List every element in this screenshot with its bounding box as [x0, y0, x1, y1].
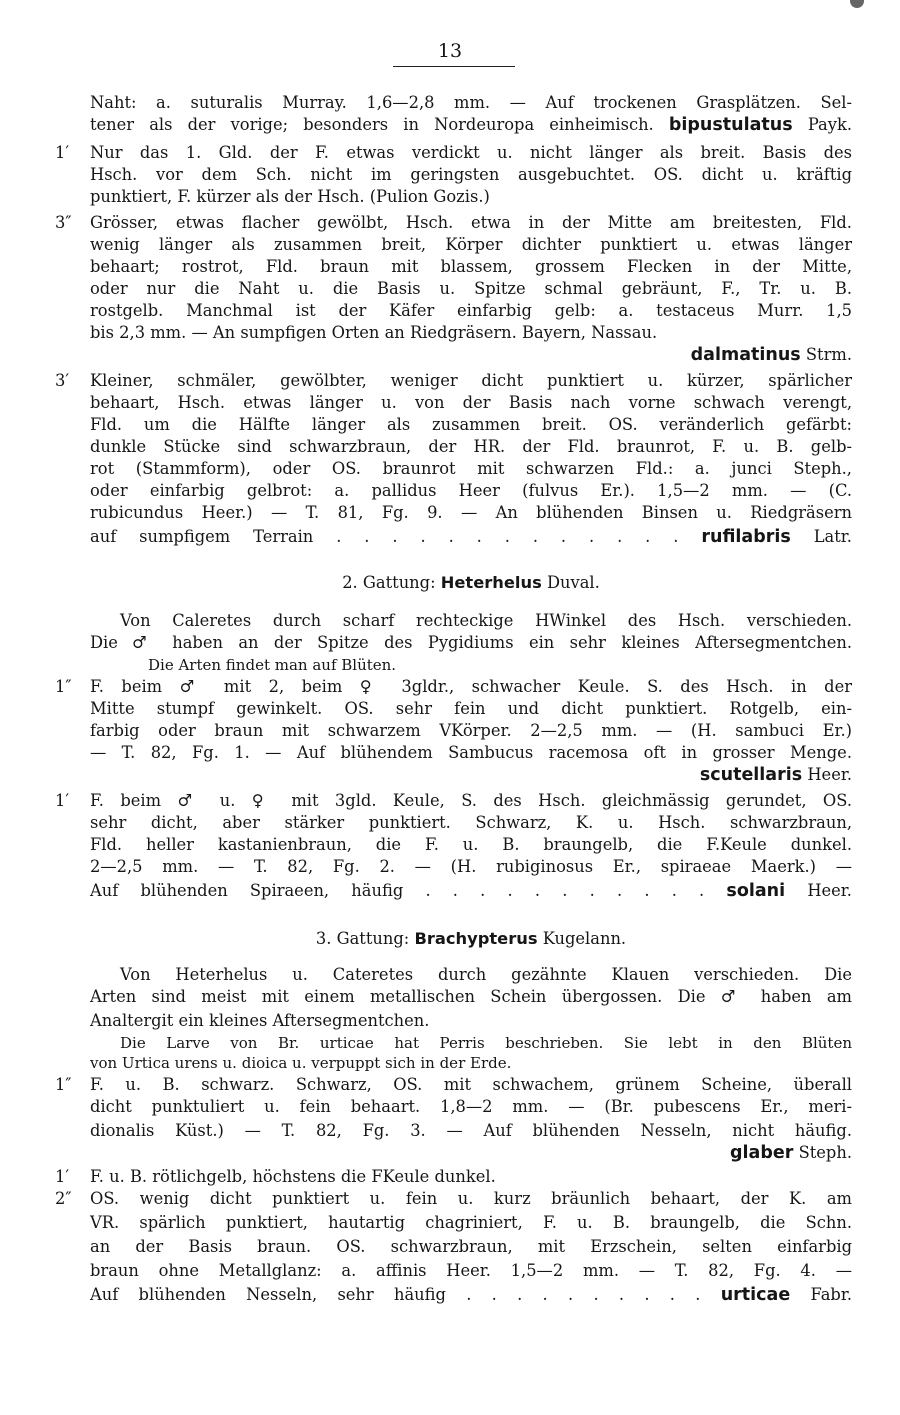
line-text: behaart, Hsch. etwas länger u. von der Basis nach vorne schwach verengt,: [90, 393, 852, 412]
genus-name: Heterhelus: [440, 573, 542, 592]
text-line: [120, 964, 852, 986]
line-text: dicht punktuliert u. fein behaart. 1,8—2 mm. — (Br. pubescens Er., meri-: [90, 1097, 852, 1116]
text-line: [90, 1074, 852, 1096]
text-line: [90, 458, 852, 480]
text-line: [90, 300, 852, 322]
line-text: 2—2,5 mm. — T. 82, Fg. 2. — (H. rubiginosus Er., spiraeae Maerk.) —: [90, 857, 852, 876]
text-line: [90, 698, 852, 720]
text-line: [90, 986, 852, 1008]
text-line: [90, 812, 852, 834]
text-line: [90, 880, 852, 902]
species-author: Payk.: [807, 115, 852, 134]
text-line: [132, 632, 852, 654]
line-text: Grösser, etwas flacher gewölbt, Hsch. etwa in der Mitte am breitesten, Fld.: [90, 213, 852, 232]
species-name: rufilabris: [701, 527, 791, 547]
text-line: [90, 676, 852, 698]
line-text: dunkle Stücke sind schwarzbraun, der HR. der Fld. braunrot, F. u. B. gelb-: [90, 437, 852, 456]
line-text: Fld. um die Hälfte länger als zusammen breit. OS. veränderlich gefärbt:: [90, 415, 852, 434]
text-line: [90, 164, 852, 186]
genus-author: Duval.: [546, 573, 600, 592]
genus-heading: [90, 572, 852, 594]
species-name: scutellaris: [699, 765, 803, 785]
text-line: [90, 1284, 852, 1306]
line-text: sehr dicht, aber stärker punktiert. Schwarz, K. u. Hsch. schwarzbraun,: [90, 813, 852, 832]
couplet-key: 1′: [55, 791, 70, 810]
line-text: VR. spärlich punktiert, hautartig chagriniert, F. u. B. braungelb, die Schn.: [90, 1213, 852, 1232]
text-line: [90, 1010, 852, 1032]
text-line: [90, 1052, 852, 1074]
line-text: OS. wenig dicht punktiert u. fein u. kurz bräunlich behaart, der K. am: [90, 1189, 852, 1208]
line-text: rostgelb. Manchmal ist der Käfer einfarbig gelb: a. testaceus Murr. 1,5: [90, 301, 852, 320]
line-text: F. u. B. rötlichgelb, höchstens die FKeule dunkel.: [90, 1167, 496, 1186]
text-line: [90, 142, 852, 164]
line-text: rubicundus Heer.) — T. 81, Fg. 9. — An blühenden Binsen u. Riedgräsern: [90, 503, 852, 522]
line-text: Hsch. vor dem Sch. nicht im geringsten ausgebuchtet. OS. dicht u. kräftig: [90, 165, 852, 184]
species-name: solani: [726, 881, 786, 901]
page-number-rule: [393, 66, 515, 67]
page-number: 13: [437, 40, 463, 62]
line-text: an der Basis braun. OS. schwarzbraun, mit Erzschein, selten einfarbig: [90, 1237, 852, 1256]
line-text: Von Caleretes durch scharf rechteckige HWinkel des Hsch. verschieden.: [120, 611, 852, 630]
species-name: dalmatinus: [690, 345, 801, 365]
text-line: [90, 1236, 852, 1258]
species-author: Steph.: [798, 1143, 852, 1162]
species-author: Heer.: [807, 765, 852, 784]
line-text: oder einfarbig gelbrot: a. pallidus Heer (fulvus Er.). 1,5—2 mm. — (C.: [90, 481, 852, 500]
text-line: [90, 92, 852, 114]
line-text: Fld. heller kastanienbraun, die F. u. B. braungelb, die F.Keule dunkel.: [90, 835, 852, 854]
couplet-key: 2″: [55, 1189, 72, 1208]
genus-name: Brachypterus: [414, 929, 538, 948]
text-line: [90, 526, 852, 548]
text-line: [90, 720, 852, 742]
species-line: [90, 764, 852, 786]
line-text: von Urtica urens u. dioica u. verpuppt sich in der Erde.: [90, 1054, 512, 1072]
line-text: 3. Gattung:: [315, 929, 410, 948]
line-text: rot (Stammform), oder OS. braunrot mit schwarzen Fld.: a. junci Steph.,: [90, 459, 852, 478]
line-text: Mitte stumpf gewinkelt. OS. sehr fein und dicht punktiert. Rotgelb, ein-: [90, 699, 852, 718]
species-line: [90, 1142, 852, 1164]
species-author: Strm.: [805, 345, 852, 364]
text-line: [90, 256, 852, 278]
line-text: Die Larve von Br. urticae hat Perris beschrieben. Sie lebt in den Blüten: [120, 1034, 852, 1052]
line-text: dionalis Küst.) — T. 82, Fg. 3. — Auf blühenden Nesseln, nicht häufig.: [90, 1121, 852, 1140]
species-name: bipustulatus: [668, 115, 793, 135]
line-text: Naht: a. suturalis Murray. 1,6—2,8 mm. — Auf trockenen Grasplätzen. Sel-: [90, 93, 852, 112]
species-name: glaber: [730, 1143, 794, 1163]
species-author: Latr.: [813, 527, 852, 546]
line-text: Kleiner, schmäler, gewölbter, weniger dicht punktiert u. kürzer, spärlicher: [90, 371, 852, 390]
text-line: [90, 790, 852, 812]
couplet-key: 3″: [55, 213, 72, 232]
text-line: [90, 1260, 852, 1282]
couplet-key: 1″: [55, 1075, 72, 1094]
text-line: [90, 212, 852, 234]
text-line: [90, 742, 852, 764]
line-text: punktiert, F. kürzer als der Hsch. (Pulion Gozis.): [90, 187, 490, 206]
line-text: — T. 82, Fg. 1. — Auf blühendem Sambucus racemosa oft in grosser Menge.: [90, 743, 852, 762]
line-text: farbig oder braun mit schwarzem VKörper. 2—2,5 mm. — (H. sambuci Er.): [90, 721, 852, 740]
line-text: tener als der vorige; besonders in Nordeuropa einheimisch.: [90, 115, 654, 134]
line-text: braun ohne Metallglanz: a. affinis Heer. 1,5—2 mm. — T. 82, Fg. 4. —: [90, 1261, 852, 1280]
line-text: behaart; rostrot, Fld. braun mit blassem, grossem Flecken in der Mitte,: [90, 257, 852, 276]
genus-author: Kugelann.: [542, 929, 627, 948]
text-line: [90, 856, 852, 878]
text-line: [90, 234, 852, 256]
line-text: oder nur die Naht u. die Basis u. Spitze schmal gebräunt, F., Tr. u. B.: [90, 279, 852, 298]
line-text: Analtergit ein kleines Aftersegmentchen.: [90, 1011, 430, 1030]
couplet-key: 1″: [55, 677, 72, 696]
line-text: F. u. B. schwarz. Schwarz, OS. mit schwachem, grünem Scheine, überall: [90, 1075, 852, 1094]
text-line: [90, 414, 852, 436]
couplet-key: 1′: [55, 1167, 70, 1186]
text-line: [90, 370, 852, 392]
text-line: [120, 1032, 852, 1054]
line-text: Von Heterhelus u. Cateretes durch gezähnte Klauen verschieden. Die: [120, 965, 852, 984]
species-line: [90, 344, 852, 366]
text-line: [148, 654, 852, 676]
text-line: [90, 1166, 852, 1188]
line-text: Die Arten findet man auf Blüten.: [148, 656, 397, 674]
line-text: 2. Gattung:: [342, 573, 436, 592]
text-line: [120, 610, 852, 632]
text-line: [90, 480, 852, 502]
text-line: [90, 278, 852, 300]
line-text: Arten sind meist mit einem metallischen Schein übergossen. Die ♂ haben am: [90, 987, 852, 1006]
genus-heading: [90, 928, 852, 950]
line-text: Auf blühenden Spiraeen, häufig . . . . . . . . . . .: [90, 881, 705, 900]
text-line: [90, 186, 852, 208]
text-line: [90, 1120, 852, 1142]
line-text: F. beim ♂ mit 2, beim ♀ 3gldr., schwacher Keule. S. des Hsch. in der: [90, 677, 852, 696]
line-text: F. beim ♂ u. ♀ mit 3gld. Keule, S. des Hsch. gleichmässig gerundet, OS.: [90, 791, 852, 810]
text-line: [90, 834, 852, 856]
line-text: ♂ haben an der Spitze des Pygidiums ein sehr kleines Aftersegmentchen.: [132, 633, 852, 652]
couplet-key: Die: [90, 633, 118, 652]
line-text: Auf blühenden Nesseln, sehr häufig . . . . . . . . . .: [90, 1285, 701, 1304]
species-name: urticae: [720, 1285, 791, 1305]
text-line: [90, 502, 852, 524]
line-text: Nur das 1. Gld. der F. etwas verdickt u. nicht länger als breit. Basis des: [90, 143, 852, 162]
species-author: Heer.: [807, 881, 852, 900]
text-line: [90, 1188, 852, 1210]
text-line: [90, 436, 852, 458]
line-text: auf sumpfigem Terrain . . . . . . . . . . . . .: [90, 527, 679, 546]
scan-mark: [850, 0, 864, 8]
couplet-key: 1′: [55, 143, 70, 162]
line-text: wenig länger als zusammen breit, Körper dichter punktiert u. etwas länger: [90, 235, 852, 254]
text-line: [90, 114, 852, 136]
couplet-key: 3′: [55, 371, 70, 390]
text-line: [90, 1096, 852, 1118]
line-text: bis 2,3 mm. — An sumpfigen Orten an Riedgräsern. Bayern, Nassau.: [90, 323, 658, 342]
species-author: Fabr.: [810, 1285, 852, 1304]
text-line: [90, 322, 852, 344]
text-line: [90, 1212, 852, 1234]
text-line: [90, 392, 852, 414]
